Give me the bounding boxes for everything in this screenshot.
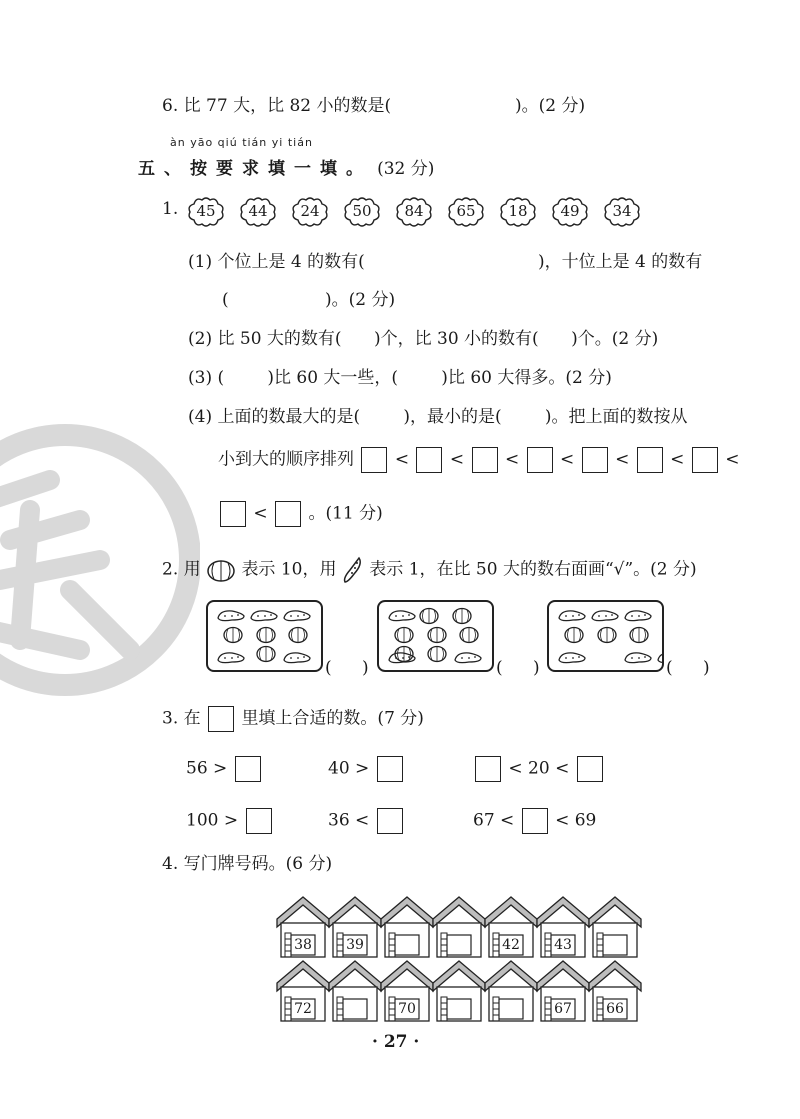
house (535, 957, 595, 1027)
house (327, 893, 387, 963)
less-than: < (725, 449, 740, 470)
q3-r2c (473, 808, 596, 834)
house-number: 67 (554, 1001, 572, 1017)
q3-r2b (328, 808, 405, 834)
peanuts-and-tangerines-icon (549, 602, 662, 670)
answer-box[interactable] (527, 447, 553, 473)
example-box (208, 706, 234, 732)
flower-number: 65 (456, 202, 476, 220)
section5-score: (32 分) (377, 159, 435, 179)
q1-part3: (3) ( )比 60 大一些，( )比 60 大得多。(2 分) (188, 368, 612, 388)
flower-number: 18 (508, 202, 528, 220)
house (379, 957, 439, 1027)
house (535, 893, 595, 963)
q3-r1c (473, 756, 605, 782)
flower-number: 84 (404, 202, 424, 220)
answer-box[interactable] (637, 447, 663, 473)
house (327, 957, 387, 1027)
q1-part4-score: 。(11 分) (308, 503, 383, 524)
flower-number: 45 (196, 202, 216, 220)
less-than: < (253, 503, 268, 524)
number-flower (186, 196, 226, 228)
q1-part1-a: (1) 个位上是 4 的数有( (188, 252, 365, 272)
number-flower (290, 196, 330, 228)
house (275, 893, 335, 963)
flower-number: 44 (248, 202, 268, 220)
q1-order-row1 (218, 447, 739, 473)
answer-box[interactable] (220, 501, 246, 527)
peanut-icon (342, 556, 364, 584)
q3-r1a (186, 756, 263, 782)
peanuts-and-tangerines-icon (208, 602, 321, 670)
answer-bracket-close[interactable]: ) (362, 658, 369, 678)
house-number[interactable] (447, 935, 471, 955)
q6-text: 6. 比 77 大，比 82 小的数是( (162, 96, 392, 116)
answer-bracket-open[interactable]: ( (325, 658, 332, 678)
house-number[interactable] (395, 935, 419, 955)
number-flower (550, 196, 590, 228)
answer-box[interactable] (235, 756, 261, 782)
house-number: 38 (294, 937, 312, 953)
flower-number: 49 (560, 202, 580, 220)
food-tray (547, 600, 664, 672)
food-tray (206, 600, 323, 672)
q3-expr: < 20 < (508, 758, 570, 779)
answer-box[interactable] (361, 447, 387, 473)
house-number[interactable] (603, 935, 627, 955)
answer-box[interactable] (377, 808, 403, 834)
q3-title-b: 里填上合适的数。(7 分) (241, 708, 424, 729)
house-number: 42 (502, 937, 520, 953)
q1-part1-d: )。(2 分) (325, 290, 396, 310)
page-number: · 27 · (372, 1032, 420, 1052)
answer-box[interactable] (472, 447, 498, 473)
q6-tail: )。(2 分) (515, 96, 586, 116)
section5-title: 五、按要求填一填。 (138, 159, 372, 179)
house (587, 957, 647, 1027)
q1-part2: (2) 比 50 大的数有( )个，比 30 小的数有( )个。(2 分) (188, 329, 659, 349)
peanuts-and-tangerines-icon (379, 602, 492, 670)
tangerine-icon (206, 557, 236, 583)
answer-box[interactable] (577, 756, 603, 782)
q3-expr: < 69 (555, 810, 597, 831)
answer-bracket-close[interactable]: ) (703, 658, 710, 678)
answer-box[interactable] (416, 447, 442, 473)
number-flower (238, 196, 278, 228)
house (431, 893, 491, 963)
section5-pinyin: àn yāo qiú tián yi tián (170, 136, 313, 149)
house-number[interactable] (499, 999, 523, 1019)
flower-number: 34 (612, 202, 632, 220)
q1-order-row2 (218, 501, 383, 527)
house-number[interactable] (343, 999, 367, 1019)
number-flower (602, 196, 642, 228)
house-number: 70 (398, 1001, 416, 1017)
q2-text-a: 2. 用 (162, 559, 201, 580)
q1-part4: (4) 上面的数最大的是( )，最小的是( )。把上面的数按从 (188, 407, 688, 427)
less-than: < (560, 449, 575, 470)
q3-r2a (186, 808, 274, 834)
q2-line (162, 556, 697, 584)
section5-header (138, 154, 434, 180)
answer-box[interactable] (692, 447, 718, 473)
q3-expr: 100 > (186, 810, 239, 831)
q2-text-b: 表示 10，用 (241, 559, 337, 580)
less-than: < (670, 449, 685, 470)
house-number: 39 (346, 937, 364, 953)
q6-line (162, 95, 391, 117)
answer-box[interactable] (582, 447, 608, 473)
q2-text-c: 表示 1，在比 50 大的数右面画“√”。(2 分) (369, 559, 697, 580)
flower-number: 24 (300, 202, 320, 220)
answer-bracket-close[interactable]: ) (533, 658, 540, 678)
answer-bracket-open[interactable]: ( (496, 658, 503, 678)
less-than: < (504, 449, 520, 470)
answer-box[interactable] (475, 756, 501, 782)
answer-box[interactable] (275, 501, 301, 527)
less-than: < (615, 449, 630, 470)
flower-number: 50 (352, 202, 372, 220)
house (483, 893, 543, 963)
house (379, 893, 439, 963)
house (483, 957, 543, 1027)
q3-expr: 56 > (186, 758, 228, 779)
house-number: 66 (606, 1001, 624, 1017)
q1-part1-c: ( (222, 290, 229, 310)
less-than: < (449, 449, 465, 470)
number-flower (394, 196, 434, 228)
answer-bracket-open[interactable]: ( (666, 658, 673, 678)
food-tray (377, 600, 494, 672)
q3-title-a: 3. 在 (162, 708, 201, 729)
q3-expr: 67 < (473, 810, 515, 831)
q1-order-label: 小到大的顺序排列 (218, 449, 354, 470)
house-number: 43 (554, 937, 572, 953)
q1-part1-b: )，十位上是 4 的数有 (538, 252, 703, 272)
house (275, 957, 335, 1027)
q1-label: 1. (162, 199, 179, 219)
answer-box[interactable] (246, 808, 272, 834)
number-flower (342, 196, 382, 228)
q3-r1b (328, 756, 405, 782)
number-flower (498, 196, 538, 228)
q3-expr: 40 > (328, 758, 370, 779)
house (587, 893, 647, 963)
answer-box[interactable] (377, 756, 403, 782)
q3-expr: 36 < (328, 810, 370, 831)
q3-title (162, 706, 424, 732)
house-number[interactable] (447, 999, 471, 1019)
number-flower (446, 196, 486, 228)
q4-title: 4. 写门牌号码。(6 分) (162, 854, 333, 874)
less-than: < (394, 449, 410, 470)
answer-box[interactable] (522, 808, 548, 834)
house-number: 72 (294, 1001, 312, 1017)
house (431, 957, 491, 1027)
